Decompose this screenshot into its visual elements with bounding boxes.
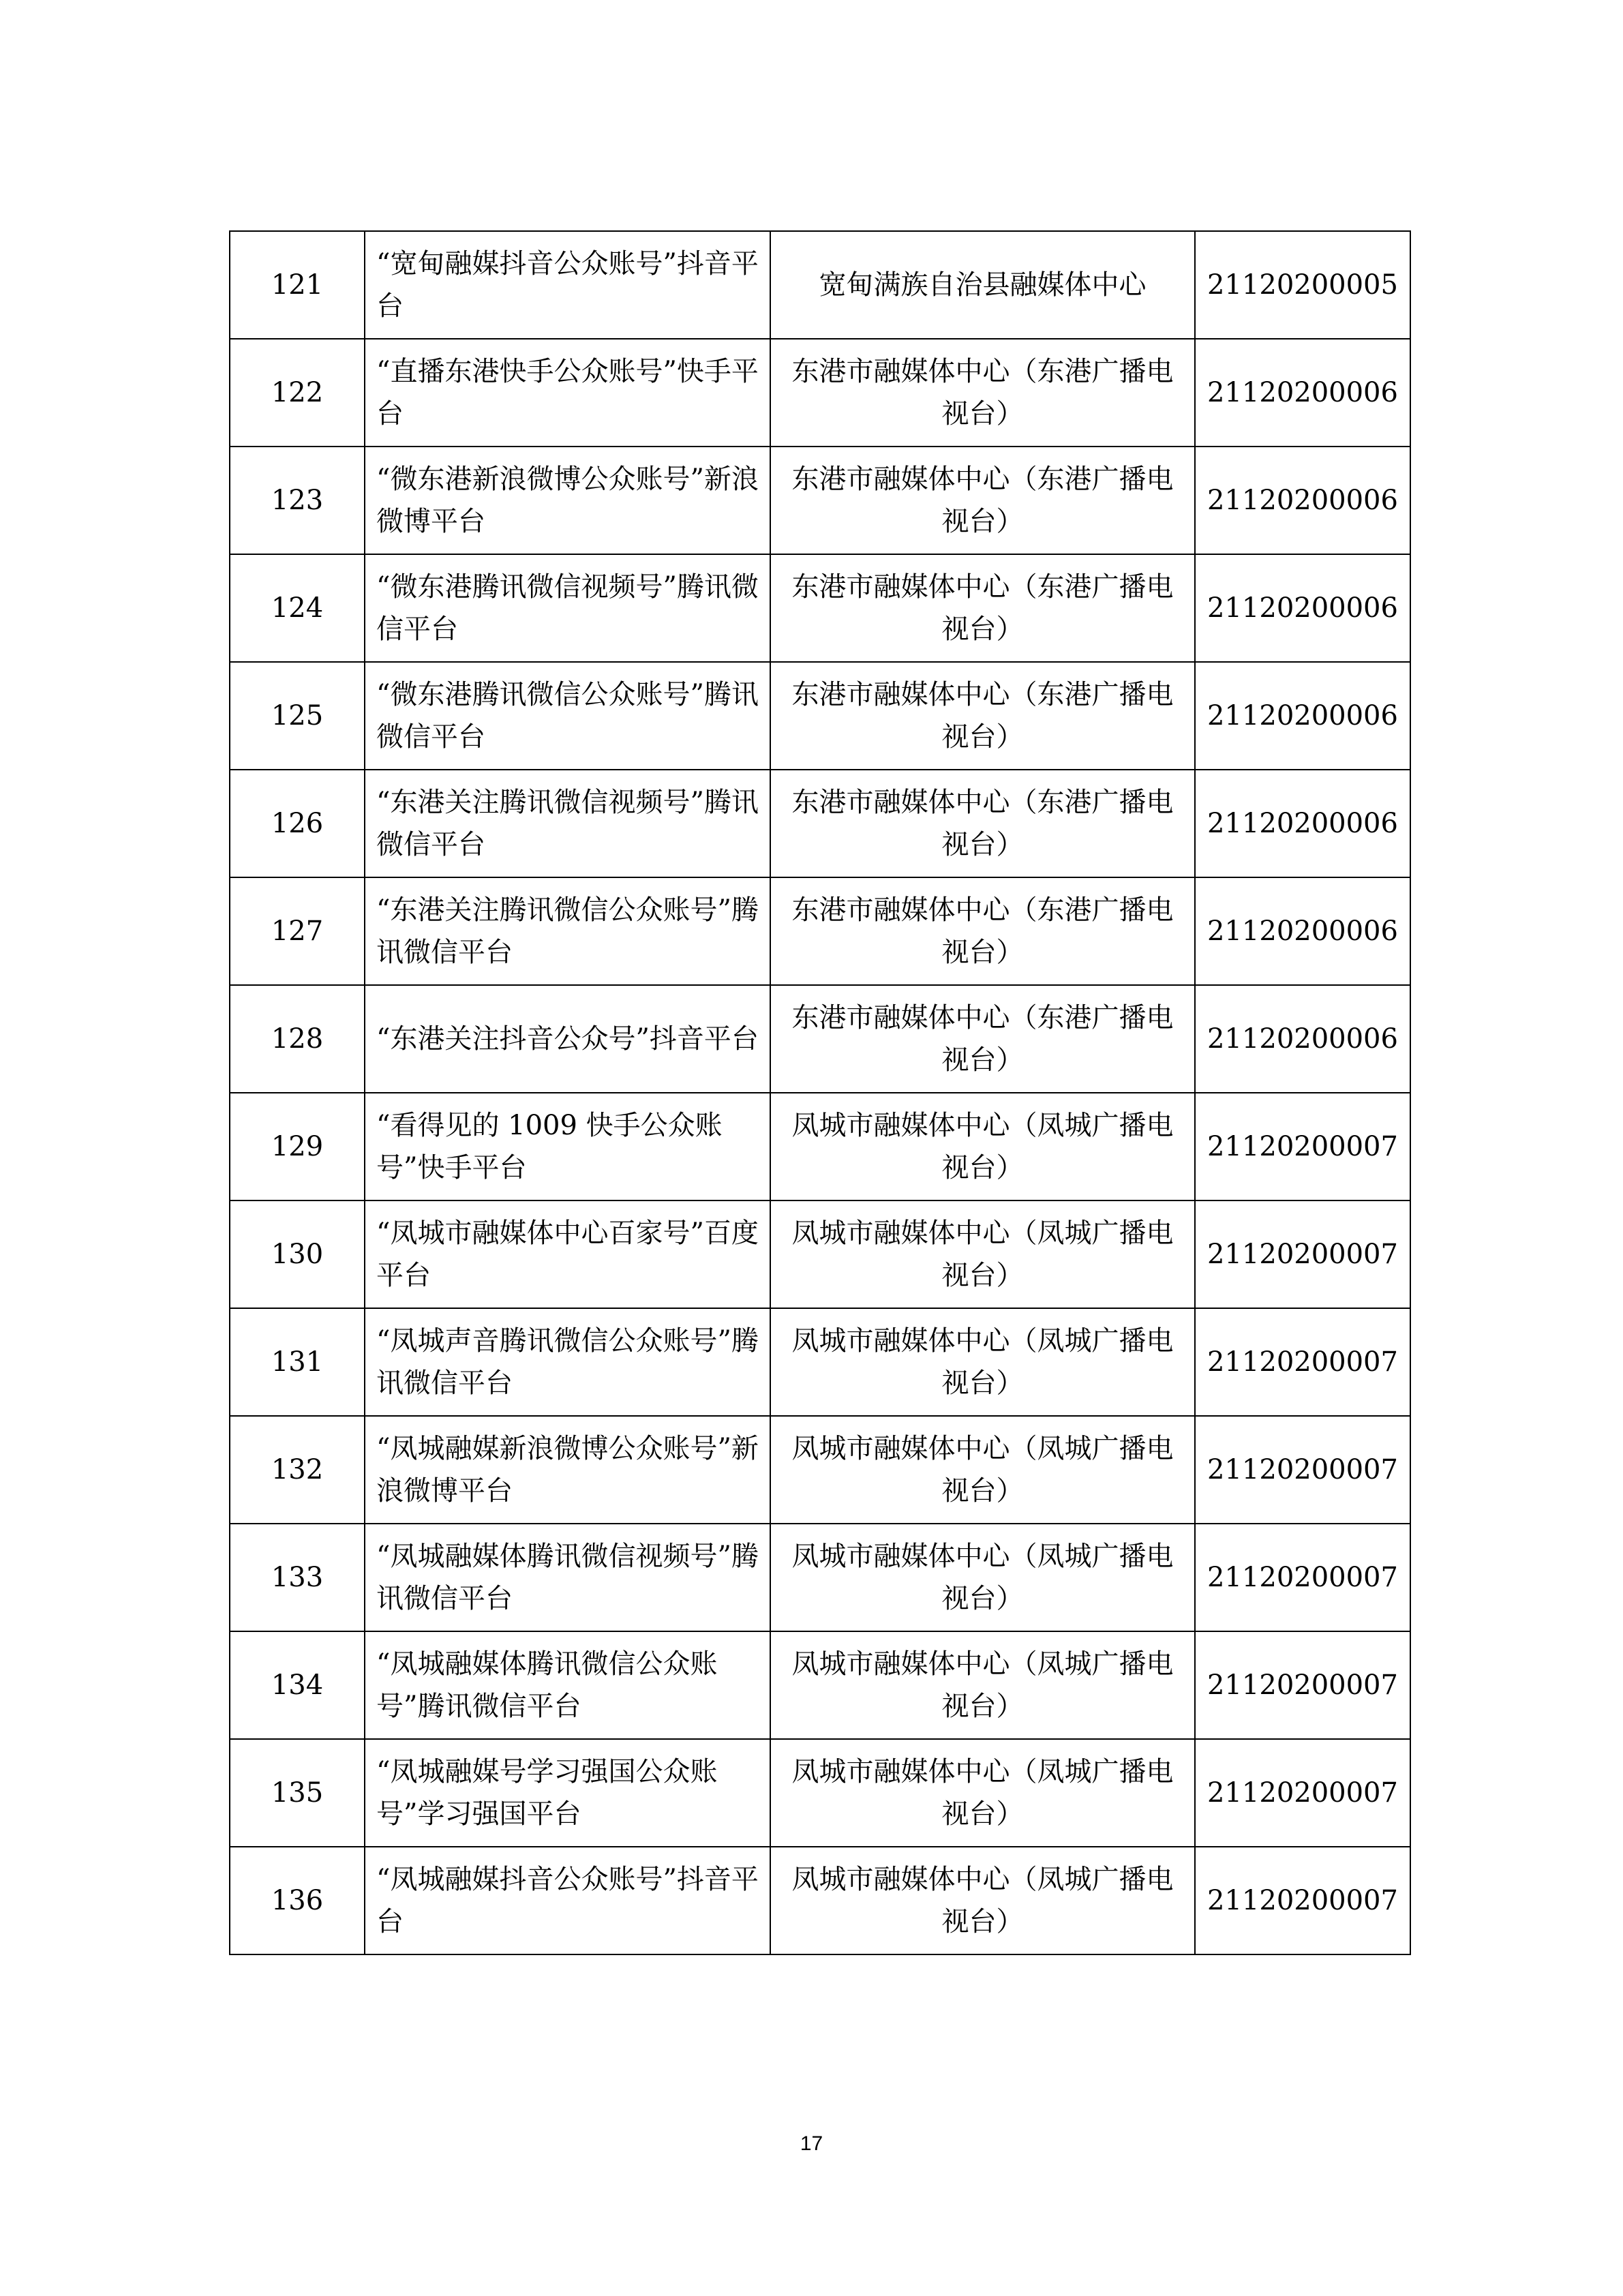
operating-unit: 凤城市融媒体中心（凤城广播电视台） [770, 1200, 1195, 1308]
operating-unit: 凤城市融媒体中心（凤城广播电视台） [770, 1416, 1195, 1524]
operating-unit: 凤城市融媒体中心（凤城广播电视台） [770, 1093, 1195, 1200]
row-number: 125 [230, 662, 365, 770]
license-code: 21120200006 [1195, 447, 1410, 554]
license-code: 21120200006 [1195, 554, 1410, 662]
license-code: 21120200007 [1195, 1200, 1410, 1308]
account-name: “看得见的 1009 快手公众账号”快手平台 [365, 1093, 770, 1200]
operating-unit: 凤城市融媒体中心（凤城广播电视台） [770, 1631, 1195, 1739]
row-number: 123 [230, 447, 365, 554]
table-row [230, 1416, 1410, 1524]
account-name: “凤城市融媒体中心百家号”百度平台 [365, 1200, 770, 1308]
license-code: 21120200006 [1195, 770, 1410, 877]
row-number: 128 [230, 985, 365, 1093]
table-row [230, 447, 1410, 554]
license-code: 21120200007 [1195, 1093, 1410, 1200]
table-row [230, 770, 1410, 877]
account-name: “直播东港快手公众账号”快手平台 [365, 339, 770, 447]
operating-unit: 东港市融媒体中心（东港广播电视台） [770, 662, 1195, 770]
row-number: 124 [230, 554, 365, 662]
table-row [230, 1739, 1410, 1847]
table-row [230, 231, 1410, 339]
table-row [230, 554, 1410, 662]
account-name: “东港关注腾讯微信视频号”腾讯微信平台 [365, 770, 770, 877]
operating-unit: 东港市融媒体中心（东港广播电视台） [770, 985, 1195, 1093]
registration-table [229, 230, 1411, 1955]
license-code: 21120200007 [1195, 1416, 1410, 1524]
account-name: “东港关注抖音公众号”抖音平台 [365, 985, 770, 1093]
operating-unit: 凤城市融媒体中心（凤城广播电视台） [770, 1847, 1195, 1954]
row-number: 131 [230, 1308, 365, 1416]
operating-unit: 东港市融媒体中心（东港广播电视台） [770, 339, 1195, 447]
account-name: “微东港新浪微博公众账号”新浪微博平台 [365, 447, 770, 554]
license-code: 21120200007 [1195, 1524, 1410, 1631]
account-name: “东港关注腾讯微信公众账号”腾讯微信平台 [365, 877, 770, 985]
license-code: 21120200006 [1195, 877, 1410, 985]
operating-unit: 东港市融媒体中心（东港广播电视台） [770, 770, 1195, 877]
license-code: 21120200006 [1195, 985, 1410, 1093]
row-number: 121 [230, 231, 365, 339]
table-row [230, 1093, 1410, 1200]
table-row [230, 1631, 1410, 1739]
license-code: 21120200006 [1195, 339, 1410, 447]
license-code: 21120200007 [1195, 1739, 1410, 1847]
operating-unit: 凤城市融媒体中心（凤城广播电视台） [770, 1739, 1195, 1847]
operating-unit: 凤城市融媒体中心（凤城广播电视台） [770, 1308, 1195, 1416]
table-row [230, 1524, 1410, 1631]
row-number: 133 [230, 1524, 365, 1631]
license-code: 21120200007 [1195, 1847, 1410, 1954]
account-name: “微东港腾讯微信公众账号”腾讯微信平台 [365, 662, 770, 770]
account-name: “凤城声音腾讯微信公众账号”腾讯微信平台 [365, 1308, 770, 1416]
row-number: 130 [230, 1200, 365, 1308]
account-name: “凤城融媒体腾讯微信视频号”腾讯微信平台 [365, 1524, 770, 1631]
license-code: 21120200006 [1195, 662, 1410, 770]
license-code: 21120200005 [1195, 231, 1410, 339]
operating-unit: 东港市融媒体中心（东港广播电视台） [770, 447, 1195, 554]
row-number: 134 [230, 1631, 365, 1739]
row-number: 136 [230, 1847, 365, 1954]
license-code: 21120200007 [1195, 1631, 1410, 1739]
account-name: “凤城融媒体腾讯微信公众账号”腾讯微信平台 [365, 1631, 770, 1739]
table-row [230, 662, 1410, 770]
account-name: “凤城融媒号学习强国公众账号”学习强国平台 [365, 1739, 770, 1847]
row-number: 129 [230, 1093, 365, 1200]
row-number: 127 [230, 877, 365, 985]
page-number: 17 [800, 2132, 823, 2155]
account-name: “微东港腾讯微信视频号”腾讯微信平台 [365, 554, 770, 662]
table-row [230, 985, 1410, 1093]
table-row [230, 339, 1410, 447]
license-code: 21120200007 [1195, 1308, 1410, 1416]
table-row [230, 1847, 1410, 1954]
table-row [230, 877, 1410, 985]
account-name: “凤城融媒新浪微博公众账号”新浪微博平台 [365, 1416, 770, 1524]
row-number: 122 [230, 339, 365, 447]
row-number: 126 [230, 770, 365, 877]
account-name: “凤城融媒抖音公众账号”抖音平台 [365, 1847, 770, 1954]
account-name: “宽甸融媒抖音公众账号”抖音平台 [365, 231, 770, 339]
row-number: 132 [230, 1416, 365, 1524]
operating-unit: 东港市融媒体中心（东港广播电视台） [770, 554, 1195, 662]
operating-unit: 东港市融媒体中心（东港广播电视台） [770, 877, 1195, 985]
row-number: 135 [230, 1739, 365, 1847]
operating-unit: 凤城市融媒体中心（凤城广播电视台） [770, 1524, 1195, 1631]
table-row [230, 1308, 1410, 1416]
table-row [230, 1200, 1410, 1308]
operating-unit: 宽甸满族自治县融媒体中心 [770, 231, 1195, 339]
